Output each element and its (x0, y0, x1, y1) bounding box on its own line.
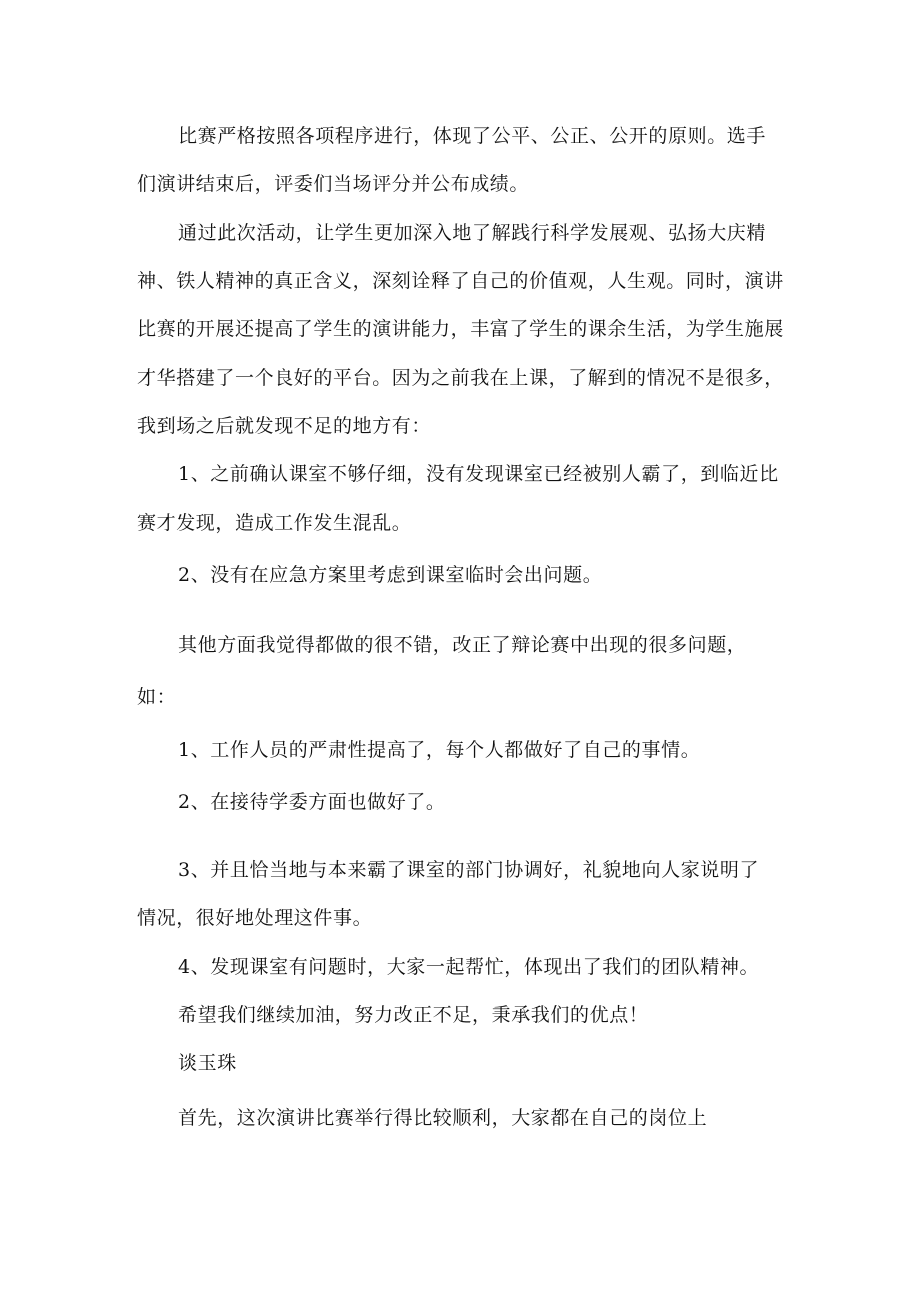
text-line: 情况，很好地处理这件事。 (137, 907, 373, 929)
text-line: 其他方面我觉得都做的很不错，改正了辩论赛中出现的很多问题， (178, 634, 747, 656)
text-line: 我到场之后就发现不足的地方有： (137, 415, 432, 437)
text-line: 2、在接待学委方面也做好了。 (178, 791, 446, 813)
text-line: 如： (137, 686, 177, 708)
text-line: 3、并且恰当地与本来霸了课室的部门协调好，礼貌地向人家说明了 (178, 859, 760, 881)
text-line: 赛才发现，造成工作发生混乱。 (137, 512, 412, 534)
text-line: 首先，这次演讲比赛举行得比较顺利，大家都在自己的岗位上 (178, 1107, 708, 1129)
text-line: 神、铁人精神的真正含义，深刻诠释了自己的价值观，人生观。同时，演讲 (137, 270, 784, 292)
text-line: 1、工作人员的严肃性提高了，每个人都做好了自己的事情。 (178, 739, 701, 761)
text-line: 希望我们继续加油，努力改正不足，秉承我们的优点！ (178, 1004, 649, 1026)
text-line: 谈玉珠 (178, 1052, 237, 1074)
text-line: 才华搭建了一个良好的平台。因为之前我在上课，了解到的情况不是很多， (137, 367, 784, 389)
text-line: 们演讲结束后，评委们当场评分并公布成绩。 (137, 173, 530, 195)
text-line: 4、发现课室有问题时，大家一起帮忙，体现出了我们的团队精神。 (178, 956, 760, 978)
text-line: 比赛的开展还提高了学生的演讲能力，丰富了学生的课余生活，为学生施展 (137, 318, 784, 340)
text-line: 1、之前确认课室不够仔细，没有发现课室已经被别人霸了，到临近比 (178, 463, 779, 485)
text-line: 2、没有在应急方案里考虑到课室临时会出问题。 (178, 564, 603, 586)
text-line: 比赛严格按照各项程序进行，体现了公平、公正、公开的原则。选手 (178, 125, 767, 147)
text-line: 通过此次活动，让学生更加深入地了解践行科学发展观、弘扬大庆精 (178, 222, 767, 244)
